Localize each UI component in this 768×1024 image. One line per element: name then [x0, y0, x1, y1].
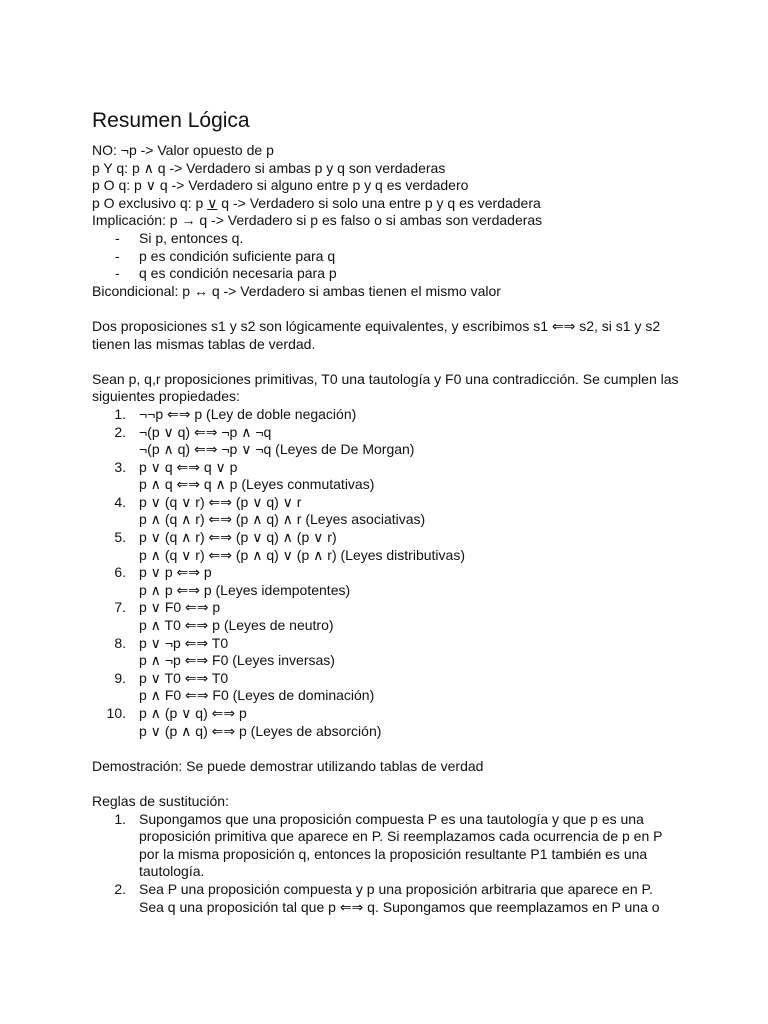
dash-marker: -	[115, 229, 120, 246]
list-number: 1.	[114, 810, 126, 827]
text-line-xor	[92, 195, 682, 213]
list-item	[92, 494, 682, 512]
list-item	[92, 529, 682, 547]
list-number: 10.	[106, 705, 126, 721]
list-item-continuation: p ∧ T0 ⇐⇒ p (Leyes de neutro)	[139, 617, 334, 634]
list-item	[92, 248, 682, 266]
list-item-continuation: p ∧ p ⇐⇒ p (Leyes idempotentes)	[139, 581, 351, 598]
list-number: 3.	[114, 458, 126, 475]
list-item	[92, 406, 682, 424]
list-item-continuation: por la misma proposición q, entonces la proposición resultante P1 también es una	[139, 845, 648, 862]
list-item-continuation: p ∧ ¬p ⇐⇒ F0 (Leyes inversas)	[139, 652, 335, 669]
text-line-and: p Y q: p ∧ q -> Verdadero si ambas p y q son verdaderas	[92, 159, 446, 176]
rules-list	[92, 811, 682, 917]
xor-suffix: q -> Verdadero si solo una entre p y q es verdadera	[217, 194, 541, 211]
list-item-text: p ∨ (q ∨ r) ⇐⇒ (p ∨ q) ∨ r	[139, 493, 302, 510]
list-number: 1.	[114, 405, 126, 422]
list-item	[92, 599, 682, 617]
paragraph-equivalence: Dos proposiciones s1 y s2 son lógicamente equivalentes, y escribimos s1 ⇐⇒ s2, si s1 y s2 tienen las mismas tablas de verdad.	[92, 317, 661, 352]
list-item	[92, 564, 682, 582]
text-line-biconditional: Bicondicional: p ↔ q -> Verdadero si ambas tienen el mismo valor	[92, 282, 501, 299]
list-item-continuation: Sea q una proposición tal que p ⇐⇒ q. Supongamos que reemplazamos en P una o	[139, 898, 660, 915]
list-number: 2.	[114, 423, 126, 440]
dash-marker: -	[115, 265, 120, 282]
xor-symbol: ∨	[207, 194, 218, 211]
list-item-text: ¬¬p ⇐⇒ p (Ley de doble negación)	[139, 405, 357, 422]
list-item	[92, 424, 682, 442]
list-item-text: p ∨ F0 ⇐⇒ p	[139, 599, 221, 616]
list-number: 9.	[114, 669, 126, 686]
list-item-continuation: p ∧ F0 ⇐⇒ F0 (Leyes de dominación)	[139, 687, 375, 704]
list-item-text: p ∧ (p ∨ q) ⇐⇒ p	[139, 705, 247, 721]
text-line-implication: Implicación: p → q -> Verdadero si p es falso o si ambas son verdaderas	[92, 212, 543, 229]
list-item	[92, 670, 682, 688]
list-item-text: Si p, entonces q.	[139, 229, 244, 246]
xor-prefix: p O exclusivo q: p	[92, 194, 208, 211]
list-number: 2.	[114, 880, 126, 897]
text-line-no: NO: ¬p -> Valor opuesto de p	[92, 142, 274, 158]
list-item-text: p ∨ q ⇐⇒ q ∨ p	[139, 458, 238, 475]
dash-marker: -	[115, 247, 120, 264]
document-page	[92, 108, 682, 916]
list-number: 7.	[114, 599, 126, 616]
text-line-or: p O q: p ∨ q -> Verdadero si alguno entre p y q es verdadero	[92, 177, 469, 194]
list-number: 4.	[114, 493, 126, 510]
list-item	[92, 230, 682, 248]
list-item-text: Sea P una proposición compuesta y p una proposición arbitraria que aparece en P.	[139, 880, 653, 897]
list-item-continuation: tautología.	[139, 863, 205, 880]
list-item-text: p es condición suficiente para q	[139, 247, 336, 264]
list-item	[92, 459, 682, 477]
list-item-text: Supongamos que una proposición compuesta P es una tautología y que p es una	[139, 810, 644, 827]
laws-list	[92, 406, 682, 740]
list-number: 8.	[114, 634, 126, 651]
list-item-text: p ∨ ¬p ⇐⇒ T0	[139, 634, 229, 651]
list-item	[92, 265, 682, 283]
text-line-demonstration: Demostración: Se puede demostrar utilizando tablas de verdad	[92, 757, 484, 774]
paragraph-properties: Sean p, q,r proposiciones primitivas, T0 una tautología y F0 una contradicción. Se cumplen las siguientes propiedades:	[92, 370, 679, 405]
list-number: 6.	[114, 564, 126, 581]
list-item-text: p ∨ (q ∧ r) ⇐⇒ (p ∨ q) ∧ (p ∨ r)	[139, 529, 337, 546]
list-item-text: p ∨ T0 ⇐⇒ T0	[139, 669, 229, 686]
list-item	[92, 635, 682, 653]
list-item-continuation: p ∧ (q ∧ r) ⇐⇒ (p ∧ q) ∧ r (Leyes asociativas)	[139, 511, 426, 528]
list-item	[92, 881, 682, 899]
list-item	[92, 811, 682, 829]
list-item	[92, 705, 682, 723]
list-item-text: ¬(p ∨ q) ⇐⇒ ¬p ∧ ¬q	[139, 423, 272, 440]
list-number: 5.	[114, 529, 126, 546]
list-item-continuation: p ∧ q ⇐⇒ q ∧ p (Leyes conmutativas)	[139, 476, 375, 493]
list-item-text: q es condición necesaria para p	[139, 265, 337, 282]
list-item-continuation: proposición primitiva que aparece en P. Si reemplazamos cada ocurrencia de p en P	[139, 828, 663, 845]
list-item-continuation: p ∨ (p ∧ q) ⇐⇒ p (Leyes de absorción)	[139, 722, 382, 739]
list-item-text: p ∨ p ⇐⇒ p	[139, 564, 212, 581]
list-item-continuation: p ∧ (q ∨ r) ⇐⇒ (p ∧ q) ∨ (p ∧ r) (Leyes distributivas)	[139, 546, 465, 563]
list-item-continuation: ¬(p ∧ q) ⇐⇒ ¬p ∨ ¬q (Leyes de De Morgan)	[139, 441, 415, 458]
page-title: Resumen Lógica	[92, 109, 250, 132]
section-heading-rules: Reglas de sustitución:	[92, 792, 229, 809]
